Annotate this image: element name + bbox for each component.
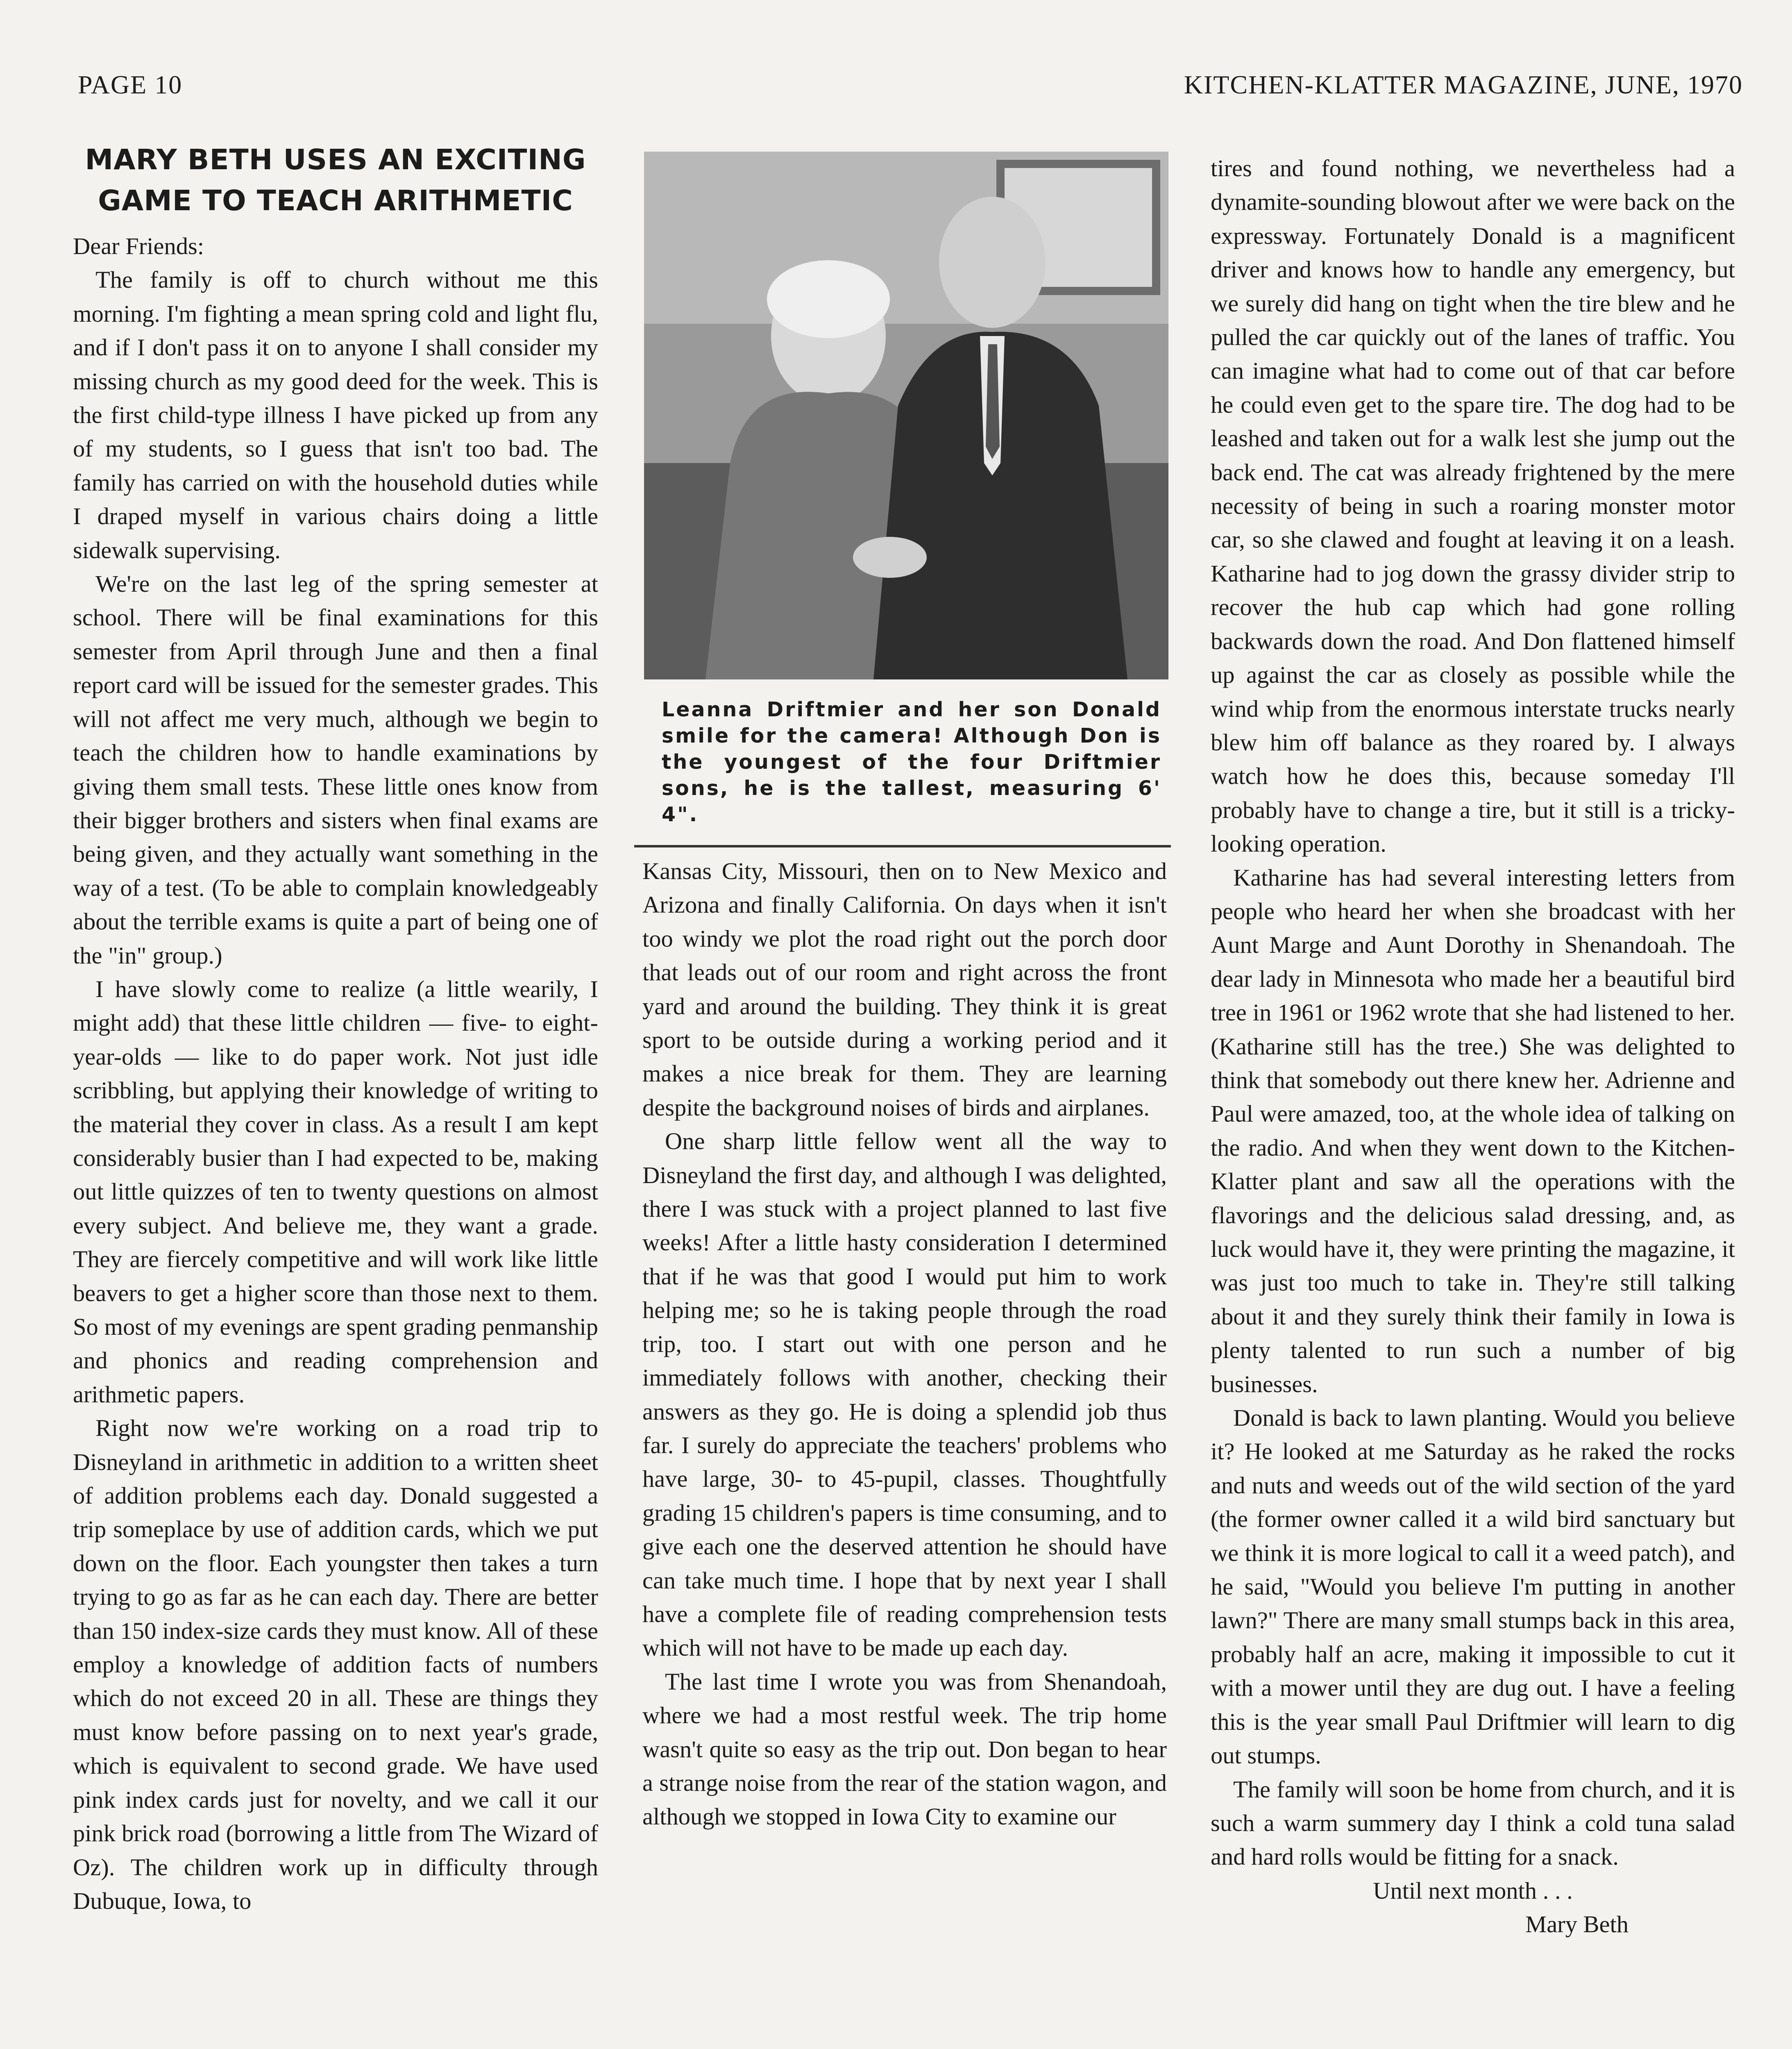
paragraph: The last time I wrote you was from Shenandoah, where we had a most restful week. The trip home wasn't quite so easy as the trip out. Don began to hear a strange noise from the rear of the station wagon, and although we stopped in Iowa City to examine our [642,1668,1167,1830]
magazine-title: KITCHEN-KLATTER MAGAZINE, JUNE, 1970 [1184,70,1743,99]
signature: Mary Beth [1525,1911,1629,1938]
photo-illustration [644,152,1168,679]
page-number: PAGE 10 [78,70,183,99]
salutation: Dear Friends: [73,233,204,259]
paragraph: tires and found nothing, we nevertheless had a dynamite-sounding blowout after we were back on the expressway. Fortunately Donald is a magnificent driver and knows how to handle any emergency, but we surely did hang on tight when the tire blew and he pulled the car quickly out of the lanes of traffic. You can imagine what had to come out of that car before he could even get to the spare tire. The dog had to be leashed and taken out for a walk lest she jump out the back end. The cat was already frightened by the mere necessity of being in such a roaring monster motor car, so she clawed and fought at leaving it on a leash. Katharine had to jog down the grassy divider strip to recover the hub cap which had gone rolling backwards down the road. And Don flattened himself up against the car as closely as possible while the wind whip from the enormous interstate trucks nearly blew him off balance as they roared by. I always watch how he does this, because someday I'll probably have to change a tire, but it still is a tricky-looking operation. [1211,155,1735,857]
paragraph: Kansas City, Missouri, then on to New Mexico and Arizona and finally California. On days when it isn't too windy we plot the road right out the porch door that leads out of our room and right across the front yard and around the building. They think it is great sport to be outside during a working period and it makes a nice break for them. They are learning despite the background noises of birds and airplanes. [642,858,1167,1121]
paragraph: The family will soon be home from church, and it is such a warm summery day I think a cold tuna salad and hard rolls would be fitting for a snack. [1211,1776,1735,1870]
photo-caption: Leanna Driftmier and her son Donald smile for the camera! Although Don is the youngest of the four Driftmier sons, he is the tallest, measuring 6' 4". [662,698,1161,826]
article-column-3 [1211,152,1735,1942]
paragraph: The family is off to church without me this morning. I'm fighting a mean spring cold and light flu, and if I don't pass it on to anyone I shall consider my missing church as my good deed for the week. This is the first child-type illness I have picked up from any of my students, so I guess that isn't too bad. The family has carried on with the household duties while I draped myself in various chairs doing a little sidewalk supervising. [73,266,598,563]
paragraph: One sharp little fellow went all the way to Disneyland the first day, and although I was delighted, there I was stuck with a project planned to last five weeks! After a little hasty consideration I determined that if he was that good I would put him to work helping me; so he is taking people through the road trip, too. I start out with one person and he immediately follows with another, checking their answers as they go. He is doing a splendid job thus far. I surely do appreciate the teachers' problems who have large, 30- to 45-pupil, classes. Thoughtfully grading 15 children's papers is time consuming, and to give each one the deserved attention he should have can take much time. I hope that by next year I shall have a complete file of reading comprehension tests which will not have to be made up each day. [642,1128,1167,1661]
photo-leanna-and-donald [644,152,1168,679]
paragraph: We're on the last leg of the spring semester at school. There will be final examinations for this semester from April through June and then a final report card will be issued for the semester grades. This will not affect me very much, although we begin to teach the children how to handle examinations by giving them small tests. These little ones know from their bigger brothers and sisters when final exams are being given, and they actually want something in the way of a test. (To be able to complain knowledgeably about the terrible exams is quite a part of being one of the "in" group.) [73,570,598,969]
article-column-1 [73,139,598,1918]
paragraph: Donald is back to lawn planting. Would you believe it? He looked at me Saturday as he raked the rocks and nuts and weeds out of the wild section of the yard (the former owner called it a wild bird sanctuary but we think it is more logical to call it a weed patch), and he said, "Would you believe I'm putting in another lawn?" There are many small stumps back in this area, probably half an acre, making it impossible to cut it with a mower until they are dug out. I have a feeling this is the year small Paul Driftmier will learn to dig out stumps. [1211,1404,1735,1769]
paragraph: Katharine has had several interesting letters from people who heard her when she broadcast with her Aunt Marge and Aunt Dorothy in Shenandoah. The dear lady in Minnesota who made her a beautiful bird tree in 1961 or 1962 wrote that she had listened to her. (Katharine still has the tree.) She was delighted to think that somebody out there knew her. Adrienne and Paul were amazed, too, at the whole idea of talking on the radio. And when they went down to the Kitchen-Klatter plant and saw all the operations with the flavorings and the delicious salad dressing, and, as luck would have it, they were printing the magazine, it was just too much to take in. They're still talking about it and they surely think their family in Iowa is plenty talented to run such a number of big businesses. [1211,864,1735,1397]
paragraph: I have slowly come to realize (a little wearily, I might add) that these little children — five- to eight-year-olds — like to do paper work. Not just idle scribbling, but applying their knowledge of writing to the material they cover in class. As a result I am kept considerably busier than I had expected to be, making out little quizzes of ten to twenty questions on almost every subject. And believe me, they want a grade. They are fiercely competitive and will work like little beavers to get a higher score than those next to them. So most of my evenings are spent grading penmanship and phonics and reading comprehension and arithmetic papers. [73,975,598,1408]
article-headline: MARY BETH USES AN EXCITING GAME TO TEACH ARITHMETIC [85,143,586,217]
article-column-2 [642,854,1167,1834]
paragraph: Right now we're working on a road trip to Disneyland in arithmetic in addition to a written sheet of addition problems each day. Donald suggested a trip someplace by use of addition cards, which we put down on the floor. Each youngster then takes a turn trying to go as far as he can each day. There are better than 150 index-size cards they must know. All of these employ a knowledge of addition facts of numbers which do not exceed 20 in all. These are things they must know before passing on to next year's grade, which is equivalent to second grade. We have used pink index cards just for novelty, and we call it our pink brick road (borrowing a little from The Wizard of Oz). The children work up in difficulty through Dubuque, Iowa, to [73,1415,598,1914]
page-header [78,70,1743,100]
closing: Until next month . . . [1373,1877,1573,1904]
divider [634,845,1171,847]
